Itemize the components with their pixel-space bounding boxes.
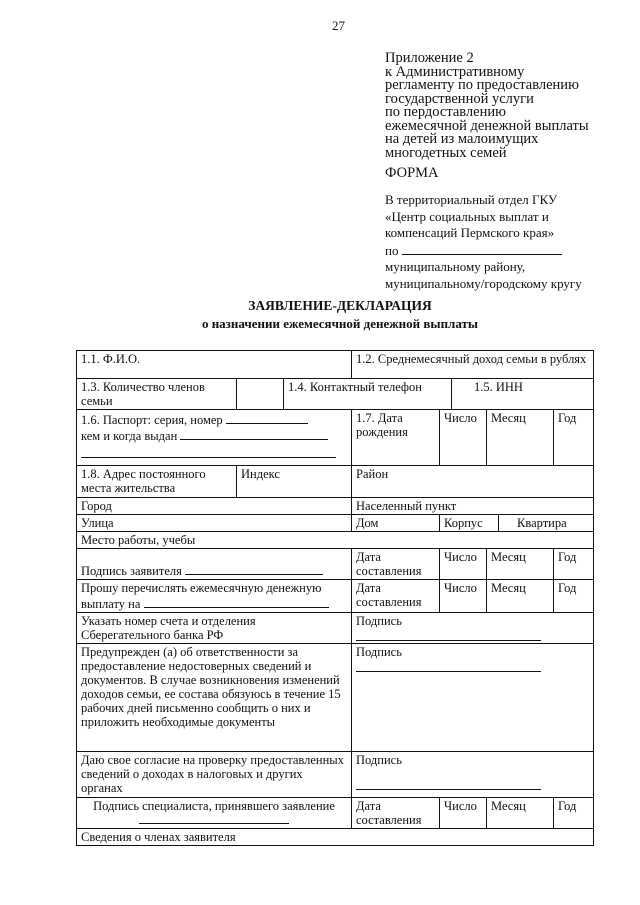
appendix-line: регламенту по предоставлению <box>385 77 579 93</box>
consent-signature-line[interactable] <box>356 779 541 790</box>
city-cell[interactable]: Город <box>77 498 352 515</box>
birth-month-cell[interactable]: Месяц <box>487 410 554 466</box>
passport-extra-line[interactable] <box>81 443 336 458</box>
appendix-line: на детей из малоимущих <box>385 131 539 147</box>
payment-transfer-line1: Прошу перечислять ежемесячную денежную <box>81 581 322 595</box>
specialist-day-cell[interactable]: Число <box>440 798 487 829</box>
fio-cell[interactable]: 1.1. Ф.И.О. <box>77 351 352 379</box>
street-cell[interactable]: Улица <box>77 515 352 532</box>
specialist-signature-line[interactable] <box>139 819 289 824</box>
appendix-line: к Административному <box>385 63 525 80</box>
table-row <box>77 549 594 580</box>
transfer-month-cell[interactable]: Месяц <box>487 580 554 613</box>
addressee-block <box>385 192 582 292</box>
warning-signature-line[interactable] <box>356 661 541 672</box>
workplace-cell[interactable]: Место работы, учебы <box>77 532 594 549</box>
appendix-header <box>385 52 635 160</box>
liability-warning-cell: Предупрежден (а) об ответственности за предоставление недостоверных сведений и документов. В случае возникновения изменений доходов семьи, ее состава обязуюсь в течение 15 рабочих дней письменно сообщить о них и приложить необходимые документы <box>77 644 352 752</box>
appendix-line: Приложение 2 <box>385 50 474 66</box>
passport-series-input[interactable] <box>226 411 308 424</box>
applicant-signature-line[interactable] <box>185 562 323 575</box>
specialist-signature-cell[interactable] <box>77 798 352 829</box>
table-row <box>77 379 594 410</box>
phone-cell[interactable]: 1.4. Контактный телефон <box>284 379 452 410</box>
table-row <box>77 351 594 379</box>
passport-issued-label: кем и когда выдан <box>81 429 178 443</box>
declaration-form-table <box>76 350 594 846</box>
passport-series-label: 1.6. Паспорт: серия, номер <box>81 413 223 427</box>
applicant-signature-label: Подпись заявителя <box>81 564 182 578</box>
date-compiled-label: Дата составления <box>352 580 440 613</box>
page-number: 27 <box>332 18 345 33</box>
addressee-prefix: по <box>385 242 399 258</box>
payment-transfer-cell[interactable] <box>77 580 352 613</box>
consent-signature-label: Подпись <box>356 753 402 767</box>
income-cell[interactable]: 1.2. Среднемесячный доход семьи в рублях <box>352 351 594 379</box>
addressee-line: компенсаций Пермского края» <box>385 225 555 240</box>
payment-transfer-line2 <box>81 595 347 611</box>
account-signature-cell[interactable] <box>352 613 594 644</box>
table-row <box>77 498 594 515</box>
consent-cell: Даю свое согласие на проверку предоставленных сведений о доходах в налоговых и других органах <box>77 752 352 798</box>
addressee-line: муниципальному/городскому кругу <box>385 275 582 291</box>
building-cell[interactable]: Корпус <box>440 515 499 532</box>
birth-date-label: 1.7. Дата рождения <box>352 410 440 466</box>
transfer-year-cell[interactable]: Год <box>554 580 594 613</box>
table-row <box>77 829 594 846</box>
addressee-line: муниципальному району, <box>385 259 526 274</box>
addressee-line: «Центр социальных выплат и <box>385 208 549 224</box>
table-row <box>77 466 594 498</box>
account-signature-line[interactable] <box>356 630 541 641</box>
passport-issued-line <box>81 427 347 443</box>
appendix-line: ежемесячной денежной выплаты <box>385 117 589 134</box>
district-cell[interactable]: Район <box>352 466 594 498</box>
form-label: ФОРМА <box>385 165 439 181</box>
addressee-district-line <box>385 242 582 260</box>
birth-day-cell[interactable]: Число <box>440 410 487 466</box>
warning-signature-label: Подпись <box>356 645 402 659</box>
compiled-month-cell[interactable]: Месяц <box>487 549 554 580</box>
compiled-day-cell[interactable]: Число <box>440 549 487 580</box>
table-row <box>77 644 594 752</box>
payment-transfer-label: выплату на <box>81 597 141 611</box>
document-title: ЗАЯВЛЕНИЕ-ДЕКЛАРАЦИЯ <box>248 298 432 313</box>
warning-signature-cell[interactable] <box>352 644 594 752</box>
appendix-line: по пердоставлению <box>385 104 506 120</box>
passport-issued-input[interactable] <box>180 427 328 440</box>
table-row <box>77 613 594 644</box>
family-info-cell: Сведения о членах заявителя <box>77 829 594 846</box>
bank-account-cell[interactable]: Указать номер счета и отделения Сберегательного банка РФ <box>77 613 352 644</box>
addressee-line: В территориальный отдел ГКУ <box>385 192 558 207</box>
specialist-signature-label: Подпись специалиста, принявшего заявление <box>93 799 335 813</box>
table-row <box>77 515 594 532</box>
account-signature-label: Подпись <box>356 614 402 628</box>
inn-cell[interactable]: 1.5. ИНН <box>452 379 594 410</box>
table-row <box>77 532 594 549</box>
postal-index-cell[interactable]: Индекс <box>237 466 352 498</box>
appendix-line: государственной услуги <box>385 90 534 107</box>
birth-year-cell[interactable]: Год <box>554 410 594 466</box>
address-label: 1.8. Адрес постоянного места жительства <box>77 466 237 498</box>
house-cell[interactable]: Дом <box>352 515 440 532</box>
district-input-line[interactable] <box>402 242 562 255</box>
payment-transfer-input[interactable] <box>144 595 329 608</box>
settlement-cell[interactable]: Населенный пункт <box>352 498 594 515</box>
transfer-day-cell[interactable]: Число <box>440 580 487 613</box>
compiled-year-cell[interactable]: Год <box>554 549 594 580</box>
consent-signature-cell[interactable] <box>352 752 594 798</box>
family-members-label: 1.3. Количество членов семьи <box>77 379 237 410</box>
passport-cell[interactable] <box>77 410 352 466</box>
appendix-line: многодетных семей <box>385 144 507 161</box>
table-row <box>77 798 594 829</box>
applicant-signature-cell[interactable] <box>77 549 352 580</box>
table-row <box>77 410 594 466</box>
passport-series-line <box>81 411 347 427</box>
table-row <box>77 752 594 798</box>
apartment-cell[interactable]: Квартира <box>499 515 594 532</box>
date-compiled-label: Дата составления <box>352 798 440 829</box>
table-row <box>77 580 594 613</box>
family-members-value[interactable] <box>237 379 284 410</box>
specialist-month-cell[interactable]: Месяц <box>487 798 554 829</box>
document-subtitle: о назначении ежемесячной денежной выплаты <box>201 316 479 331</box>
date-compiled-label: Дата составления <box>352 549 440 580</box>
specialist-year-cell[interactable]: Год <box>554 798 594 829</box>
